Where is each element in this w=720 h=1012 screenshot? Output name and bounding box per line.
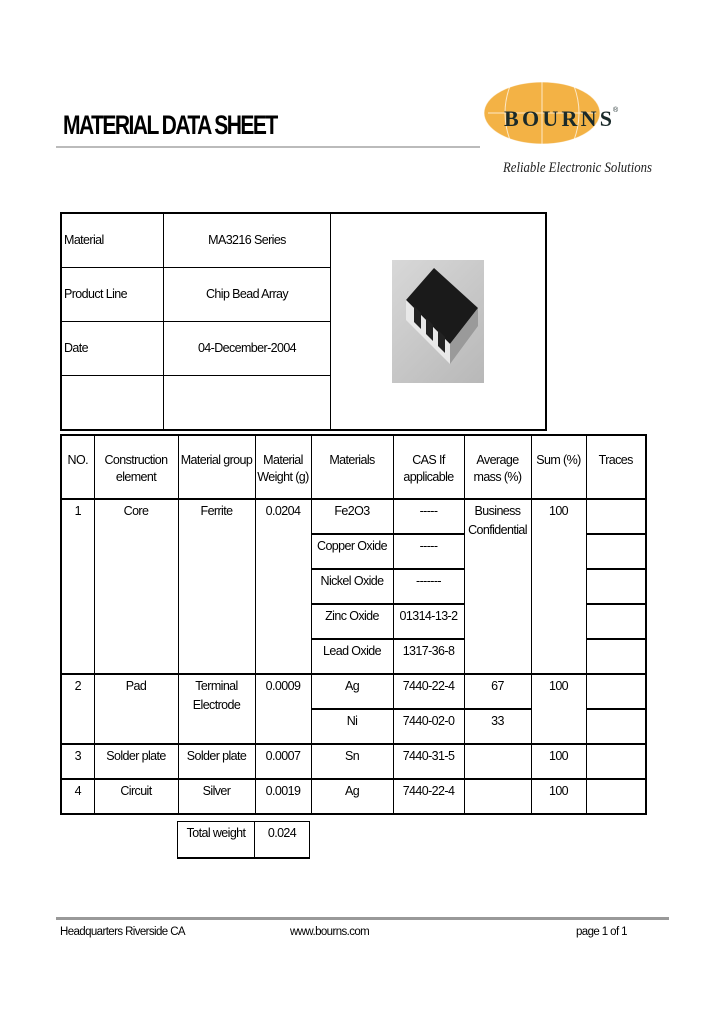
traces bbox=[586, 569, 646, 604]
row-no: 3 bbox=[61, 744, 94, 779]
material: Lead Oxide bbox=[311, 639, 393, 674]
material-weight: 0.0007 bbox=[255, 744, 311, 779]
row-no: 2 bbox=[61, 674, 94, 744]
cas: ------- bbox=[393, 569, 464, 604]
material-group: Ferrite bbox=[178, 499, 255, 674]
cas: 1317-36-8 bbox=[393, 639, 464, 674]
footer-address: Headquarters Riverside CA bbox=[60, 926, 185, 938]
material: Sn bbox=[311, 744, 393, 779]
col-header: Material group bbox=[178, 435, 255, 499]
construction-element: Core bbox=[94, 499, 178, 674]
info-label: Material bbox=[61, 213, 164, 268]
product-info-table bbox=[60, 212, 547, 431]
average-mass: 33 bbox=[464, 709, 531, 744]
info-value: 04-December-2004 bbox=[164, 322, 331, 376]
tagline: Reliable Electronic Solutions bbox=[503, 160, 652, 176]
total-weight-value: 0.024 bbox=[255, 822, 310, 858]
traces bbox=[586, 779, 646, 814]
cas: 7440-31-5 bbox=[393, 744, 464, 779]
col-header: Sum (%) bbox=[531, 435, 586, 499]
col-header: Traces bbox=[586, 435, 646, 499]
table-row bbox=[61, 499, 646, 534]
material: Fe2O3 bbox=[311, 499, 393, 534]
material: Zinc Oxide bbox=[311, 604, 393, 639]
cas: 7440-22-4 bbox=[393, 674, 464, 709]
construction-element: Solder plate bbox=[94, 744, 178, 779]
traces bbox=[586, 639, 646, 674]
product-image-cell bbox=[331, 213, 547, 430]
material: Copper Oxide bbox=[311, 534, 393, 569]
footer-page-number: page 1 of 1 bbox=[576, 926, 627, 938]
traces bbox=[586, 604, 646, 639]
row-no: 4 bbox=[61, 779, 94, 814]
material: Ni bbox=[311, 709, 393, 744]
material-group: Silver bbox=[178, 779, 255, 814]
material: Ag bbox=[311, 779, 393, 814]
footer-divider bbox=[56, 917, 669, 920]
material: Nickel Oxide bbox=[311, 569, 393, 604]
cas: 01314-13-2 bbox=[393, 604, 464, 639]
material-composition-table bbox=[60, 434, 647, 815]
traces bbox=[586, 499, 646, 534]
header-row bbox=[61, 435, 646, 499]
total-weight-label: Total weight bbox=[178, 822, 255, 858]
construction-element: Circuit bbox=[94, 779, 178, 814]
sum: 100 bbox=[531, 744, 586, 779]
info-value bbox=[164, 376, 331, 431]
traces bbox=[586, 709, 646, 744]
material-weight: 0.0204 bbox=[255, 499, 311, 674]
info-label bbox=[61, 376, 164, 431]
sum: 100 bbox=[531, 779, 586, 814]
average-mass bbox=[464, 779, 531, 814]
col-header: CAS If applicable bbox=[393, 435, 464, 499]
material-weight: 0.0019 bbox=[255, 779, 311, 814]
cas: 7440-02-0 bbox=[393, 709, 464, 744]
material-group: Terminal Electrode bbox=[178, 674, 255, 744]
average-mass bbox=[464, 744, 531, 779]
table-row bbox=[61, 744, 646, 779]
svg-text:BOURNS: BOURNS bbox=[504, 106, 612, 131]
material-weight: 0.0009 bbox=[255, 674, 311, 744]
average-mass: Business Confidential bbox=[464, 499, 531, 674]
sum: 100 bbox=[531, 674, 586, 744]
cas: ----- bbox=[393, 534, 464, 569]
average-mass: 67 bbox=[464, 674, 531, 709]
header-divider bbox=[56, 146, 480, 148]
construction-element: Pad bbox=[94, 674, 178, 744]
col-header: Construction element bbox=[94, 435, 178, 499]
traces bbox=[586, 534, 646, 569]
svg-text:®: ® bbox=[613, 107, 619, 114]
cas: 7440-22-4 bbox=[393, 779, 464, 814]
traces bbox=[586, 674, 646, 709]
info-label: Date bbox=[61, 322, 164, 376]
col-header: Average mass (%) bbox=[464, 435, 531, 499]
info-label: Product Line bbox=[61, 268, 164, 322]
col-header: NO. bbox=[61, 435, 94, 499]
info-value: MA3216 Series bbox=[164, 213, 331, 268]
material-group: Solder plate bbox=[178, 744, 255, 779]
col-header: Materials bbox=[311, 435, 393, 499]
table-row bbox=[61, 779, 646, 814]
traces bbox=[586, 744, 646, 779]
info-value: Chip Bead Array bbox=[164, 268, 331, 322]
total-weight-table bbox=[177, 821, 310, 859]
material: Ag bbox=[311, 674, 393, 709]
page-title: MATERIAL DATA SHEET bbox=[63, 110, 277, 140]
footer-website-link[interactable]: www.bourns.com bbox=[290, 926, 370, 938]
table-row bbox=[61, 674, 646, 709]
cas: ----- bbox=[393, 499, 464, 534]
sum: 100 bbox=[531, 499, 586, 674]
chip-bead-array-image bbox=[392, 260, 484, 383]
col-header: Material Weight (g) bbox=[255, 435, 311, 499]
row-no: 1 bbox=[61, 499, 94, 674]
bourns-logo bbox=[480, 80, 620, 146]
